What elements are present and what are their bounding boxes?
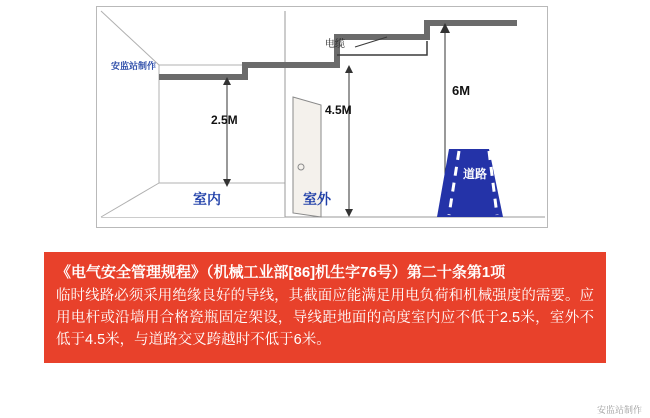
regulation-block — [44, 252, 606, 363]
dimension-arrow-outdoor-bottom — [345, 209, 353, 217]
diagram-panel — [96, 6, 548, 228]
regulation-title: 《电气安全管理规程》（机械工业部[86]机生字76号）第二十条第1项 — [56, 264, 506, 281]
area-label-indoor: 室内 — [193, 191, 221, 207]
regulation-body: 临时线路必须采用绝缘良好的导线，其截面应能满足用电负荷和机械强度的需要。应用电杆或沿墙用合格瓷瓶固定架设，导线距地面的高度室内应不低于2.5米，室外不低于4.5米，与道路交叉跨越时不低于6米。 — [56, 288, 594, 348]
diagram-watermark: 安监站制作 — [111, 61, 157, 71]
area-label-outdoor: 室外 — [303, 191, 331, 207]
cable-label: 电缆 — [325, 39, 345, 50]
dimension-label-indoor: 2.5M — [211, 113, 238, 127]
dimension-arrow-outdoor-top — [345, 65, 353, 73]
dimension-label-road: 6M — [452, 83, 471, 98]
indoor-region — [101, 11, 285, 217]
dimension-label-outdoor: 4.5M — [325, 103, 352, 117]
road-label: 道路 — [463, 167, 488, 181]
footer-note: 安监站制作 — [596, 405, 642, 415]
cable-line — [337, 41, 427, 55]
